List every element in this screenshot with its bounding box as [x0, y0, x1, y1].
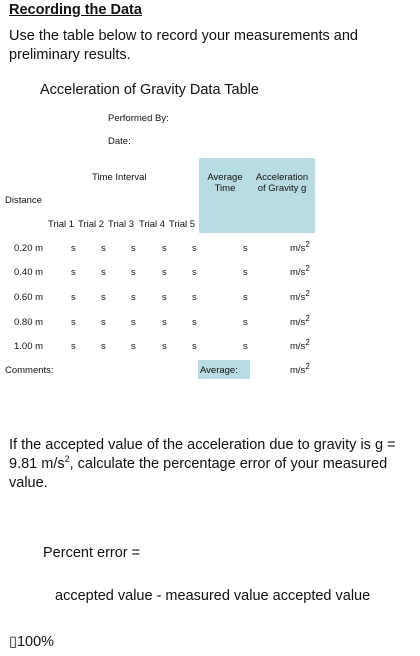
acceleration-unit: $m/s^2$: [290, 313, 310, 328]
trial-cell: s: [71, 292, 76, 303]
performed-by-label: Performed By:: [108, 113, 169, 124]
trial-cell: s: [101, 292, 106, 303]
row-distance: 0.60 m: [14, 292, 44, 303]
multiply-100-percent: ▯100%: [9, 634, 55, 650]
trial-cell: s: [192, 292, 197, 303]
acceleration-header-line2: of Gravity g: [257, 183, 307, 194]
percent-error-label: Percent error =: [43, 545, 141, 561]
trial-5-header: Trial 5: [169, 219, 196, 230]
trial-cell: s: [101, 243, 106, 254]
date-label: Date:: [108, 136, 131, 147]
trial-cell: s: [101, 341, 106, 352]
trial-cell: s: [192, 267, 197, 278]
question-text: If the accepted value of the acceleration due to gravity is g = 9.81 $m/s^2$, calculate the percentage error of your measured value.: [9, 437, 396, 491]
trial-3-header: Trial 3: [108, 219, 135, 230]
intro-text: Use the table below to record your measurements and preliminary results.: [9, 28, 358, 63]
table-title: Acceleration of Gravity Data Table: [40, 82, 259, 98]
average-time-cell: s: [243, 243, 248, 254]
trial-cell: s: [192, 341, 197, 352]
average-time-cell: s: [243, 292, 248, 303]
trial-cell: s: [71, 317, 76, 328]
trial-cell: s: [131, 341, 136, 352]
row-distance: 1.00 m: [14, 341, 44, 352]
trial-cell: s: [131, 267, 136, 278]
acceleration-unit: $m/s^2$: [290, 288, 310, 303]
acceleration-header-line1: Acceleration: [255, 172, 309, 183]
acceleration-unit: $m/s^2$: [290, 263, 310, 278]
row-distance: 0.80 m: [14, 317, 44, 328]
section-heading: Recording the Data: [9, 2, 142, 18]
trial-cell: s: [131, 292, 136, 303]
trial-cell: s: [71, 243, 76, 254]
trial-cell: s: [131, 243, 136, 254]
row-distance: 0.40 m: [14, 267, 44, 278]
trial-cell: s: [162, 243, 167, 254]
average-time-cell: s: [243, 317, 248, 328]
trial-4-header: Trial 4: [139, 219, 166, 230]
trial-cell: s: [162, 267, 167, 278]
trial-cell: s: [192, 243, 197, 254]
trial-cell: s: [162, 341, 167, 352]
trial-cell: s: [192, 317, 197, 328]
average-time-cell: s: [243, 267, 248, 278]
percent-error-formula: accepted value - measured value accepted value: [55, 588, 371, 604]
time-interval-header: Time Interval: [92, 172, 147, 183]
acceleration-unit: $m/s^2$: [290, 239, 310, 254]
trial-cell: s: [131, 317, 136, 328]
distance-header: Distance: [5, 195, 42, 206]
average-time-cell: s: [243, 341, 248, 352]
trial-cell: s: [162, 292, 167, 303]
trial-cell: s: [71, 267, 76, 278]
comments-label: Comments:: [5, 365, 54, 376]
average-acceleration-unit: $m/s^2$: [290, 361, 310, 376]
trial-cell: s: [71, 341, 76, 352]
average-columns-shading: [199, 158, 315, 233]
acceleration-unit: $m/s^2$: [290, 337, 310, 352]
average-time-header-line1: Average: [207, 172, 243, 183]
trial-cell: s: [101, 317, 106, 328]
trial-1-header: Trial 1: [48, 219, 75, 230]
trial-cell: s: [101, 267, 106, 278]
average-label: Average:: [200, 365, 238, 376]
row-distance: 0.20 m: [14, 243, 44, 254]
average-time-header-line2: Time: [214, 183, 236, 194]
trial-2-header: Trial 2: [78, 219, 105, 230]
trial-cell: s: [162, 317, 167, 328]
